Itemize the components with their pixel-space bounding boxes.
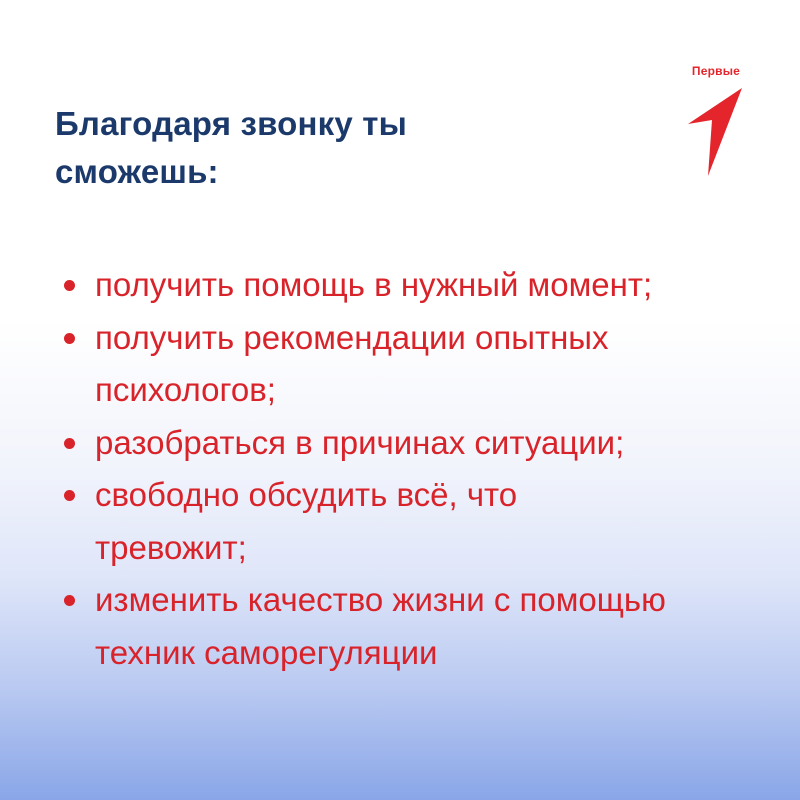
- headline: [55, 100, 615, 196]
- headline-line-2: сможешь:: [55, 153, 219, 190]
- benefit-item: [60, 574, 735, 679]
- benefit-item: [60, 417, 780, 470]
- bullet-icon: [64, 333, 75, 344]
- benefit-text: получить помощь в нужный момент;: [95, 266, 653, 303]
- benefit-item: [60, 259, 780, 312]
- benefit-text: изменить качество жизни с помощью техник саморегуляции: [95, 581, 666, 671]
- logo-text: Первые: [691, 64, 741, 78]
- bullet-icon: [64, 595, 75, 606]
- bullet-icon: [64, 280, 75, 291]
- benefit-item: [60, 312, 715, 417]
- pervye-logo: [676, 64, 756, 182]
- benefit-text: свободно обсудить всё, что тревожит;: [95, 476, 518, 566]
- bullet-icon: [64, 490, 75, 501]
- benefits-list: [60, 259, 780, 679]
- benefit-text: разобраться в причинах ситуации;: [95, 423, 625, 461]
- headline-line-1: Благодаря звонку ты: [55, 105, 408, 142]
- bullet-icon: [64, 438, 75, 449]
- logo-one-icon: [676, 84, 756, 180]
- benefit-item: [60, 469, 655, 574]
- benefit-text: получить рекомендации опытных психологов;: [95, 318, 609, 408]
